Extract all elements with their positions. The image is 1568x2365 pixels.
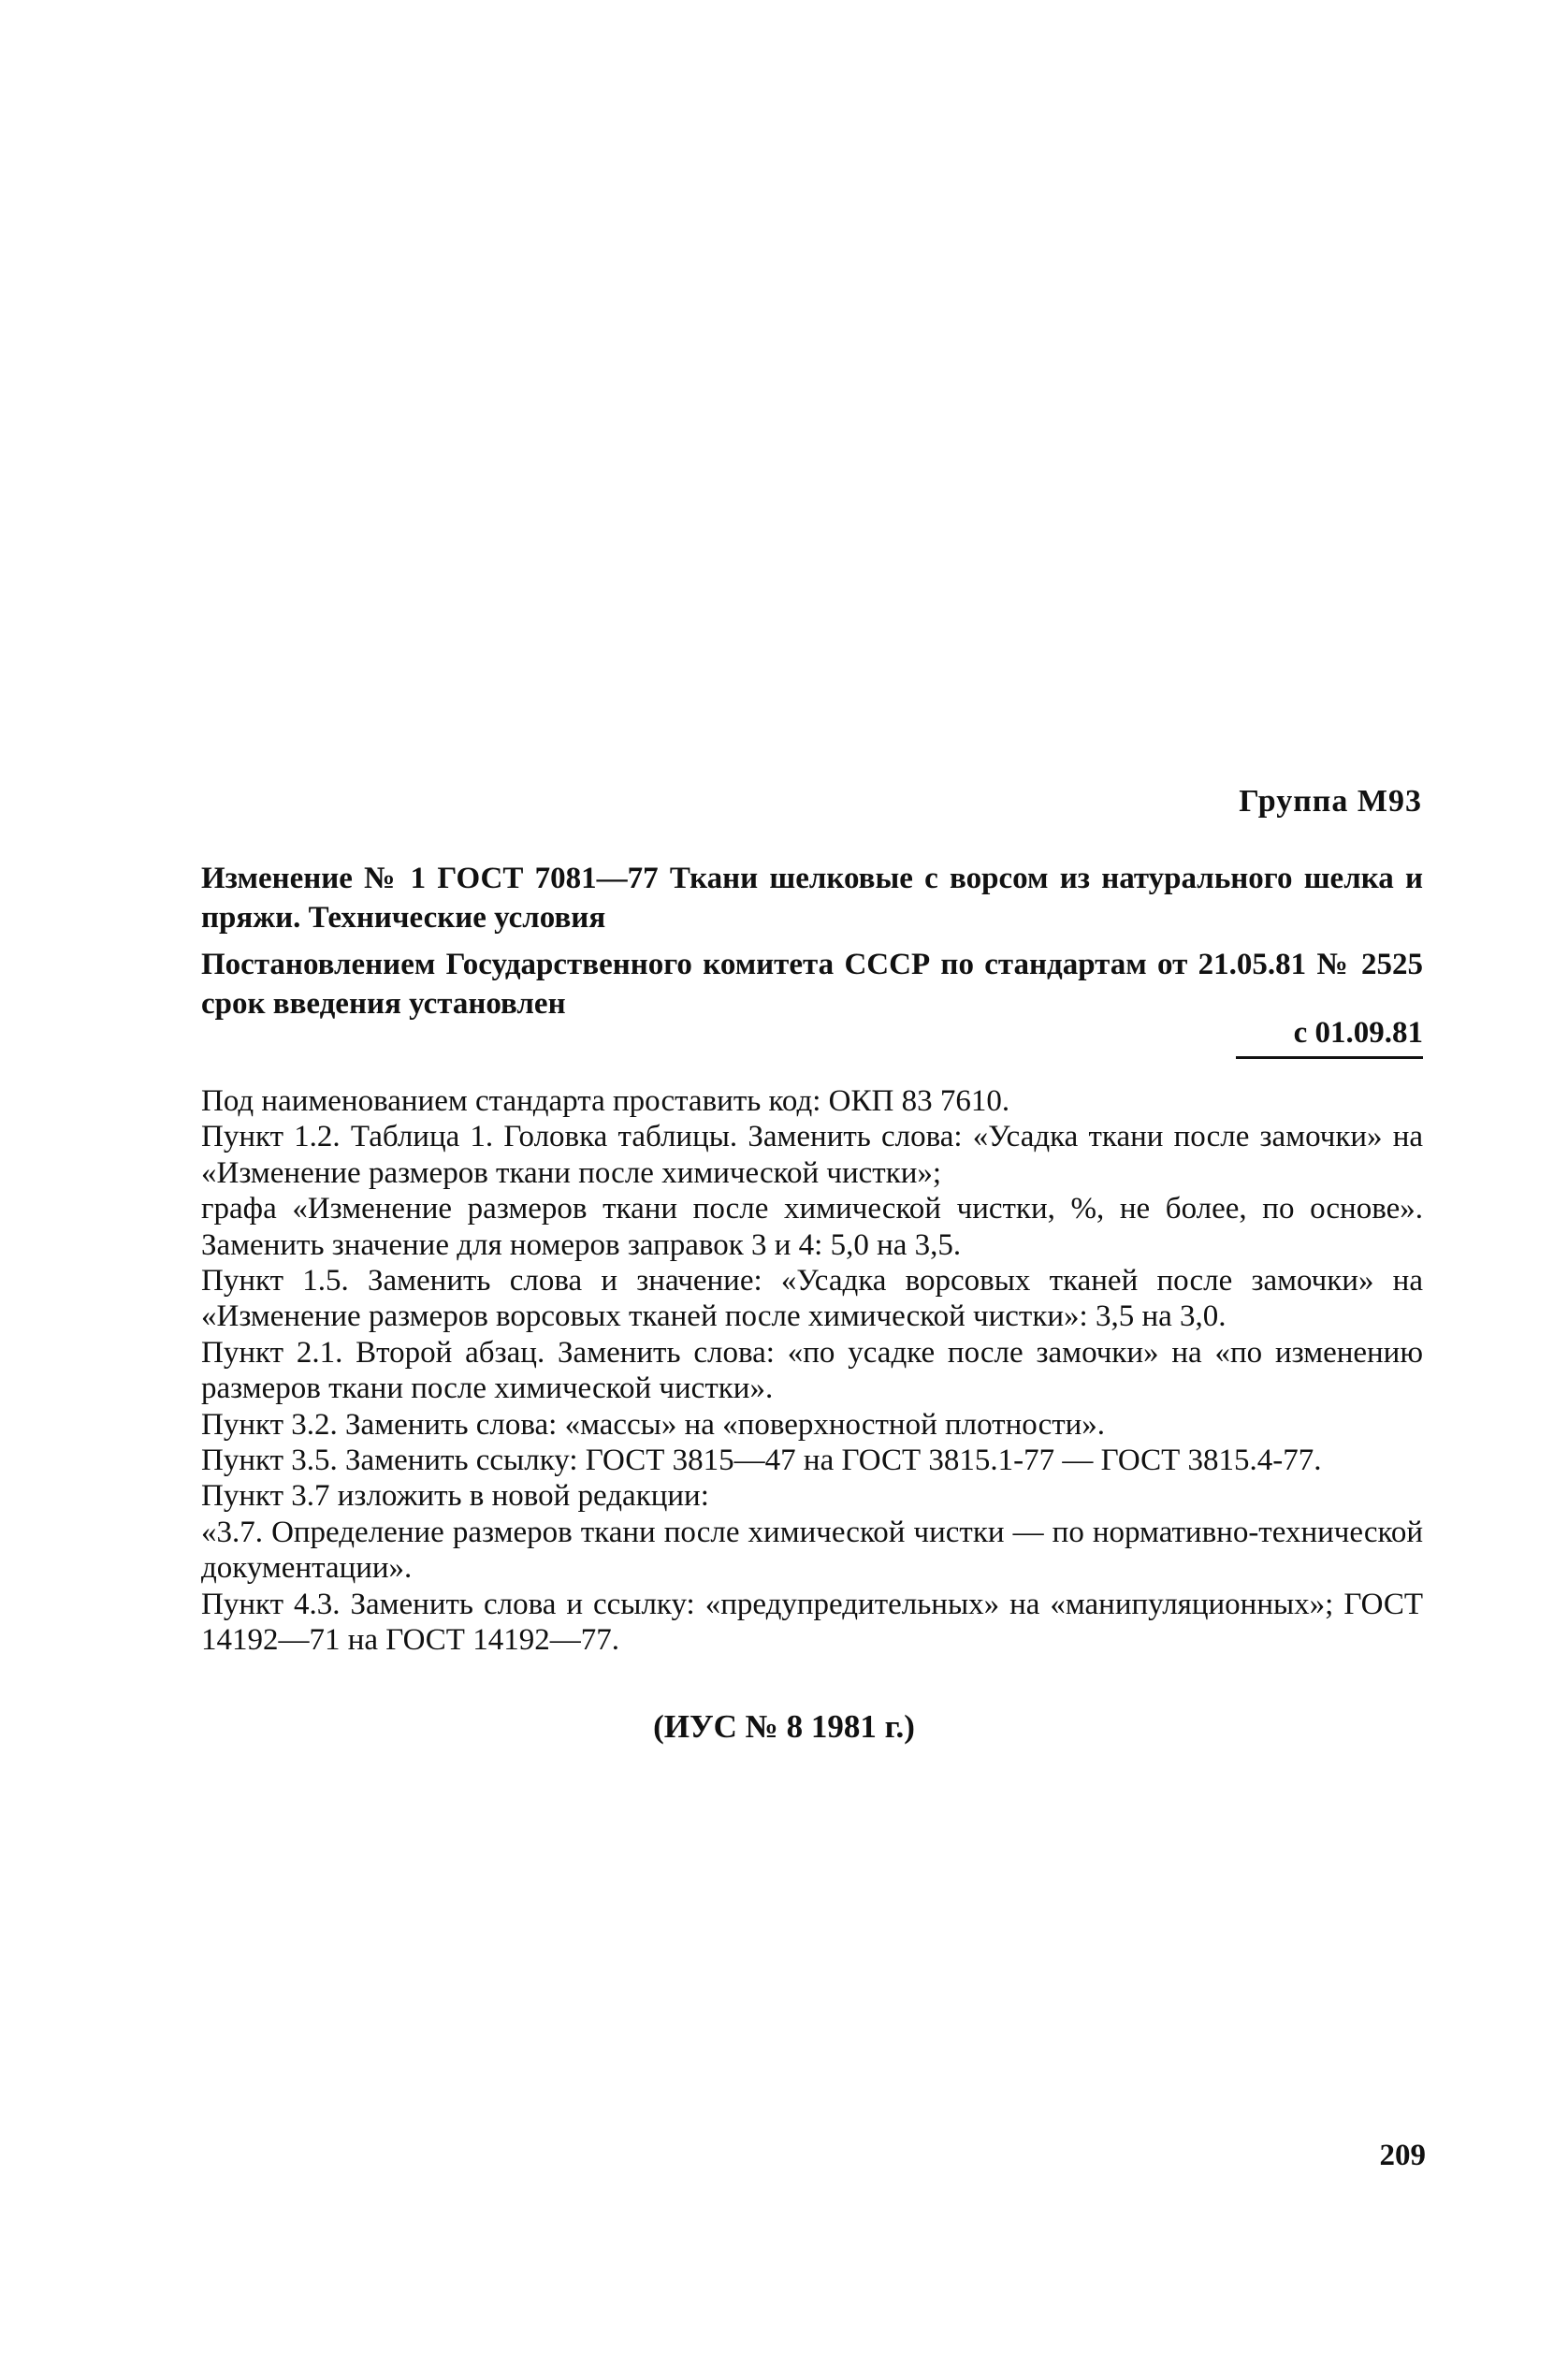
paragraph: графа «Изменение размеров ткани после химической чистки, %, не более, по основе». Заменить значение для номеров заправок 3 и 4: 5,0 на 3,5. — [201, 1192, 1423, 1262]
paragraph: Пункт 1.5. Заменить слова и значение: «Усадка ворсовых тканей после замочки» на «Изменение размеров ворсовых тканей после химической чистки»: 3,5 на 3,0. — [201, 1264, 1423, 1334]
paragraph: «3.7. Определение размеров ткани после химической чистки — по нормативно-технической документации». — [201, 1515, 1423, 1586]
paragraph: Пункт 4.3. Заменить слова и ссылку: «предупредительных» на «манипуляционных»; ГОСТ 14192—71 на ГОСТ 14192—77. — [201, 1587, 1423, 1658]
paragraph: Пункт 1.2. Таблица 1. Головка таблицы. Заменить слова: «Усадка ткани после замочки» на «Изменение размеров ткани после химической чистки»; — [201, 1120, 1423, 1190]
effective-date: с 01.09.81 — [1236, 1016, 1423, 1059]
paragraph: Пункт 3.7 изложить в новой редакции: — [201, 1479, 709, 1514]
paragraph: Пункт 2.1. Второй абзац. Заменить слова: «по усадке после замочки» на «по изменению размеров ткани после химической чистки». — [201, 1335, 1423, 1406]
amendment-title: Изменение № 1 ГОСТ 7081—77 Ткани шелковые с ворсом из натурального шелка и пряжи. Технические условия — [201, 862, 1423, 935]
paragraph: Пункт 3.5. Заменить ссылку: ГОСТ 3815—47 на ГОСТ 3815.1-77 — ГОСТ 3815.4-77. — [201, 1444, 1322, 1478]
amendment-body — [201, 1083, 1423, 1659]
page-number: 209 — [1379, 2139, 1426, 2172]
paragraph: Пункт 3.2. Заменить слова: «массы» на «поверхностной плотности». — [201, 1407, 1106, 1442]
group-label: Группа М93 — [1239, 784, 1422, 819]
decree-text: Постановлением Государственного комитета СССР по стандартам от 21.05.81 № 2525 срок введения установлен — [201, 948, 1423, 1021]
paragraph: Под наименованием стандарта проставить код: ОКП 83 7610. — [201, 1084, 1010, 1118]
source-reference: (ИУС № 8 1981 г.) — [653, 1708, 915, 1745]
